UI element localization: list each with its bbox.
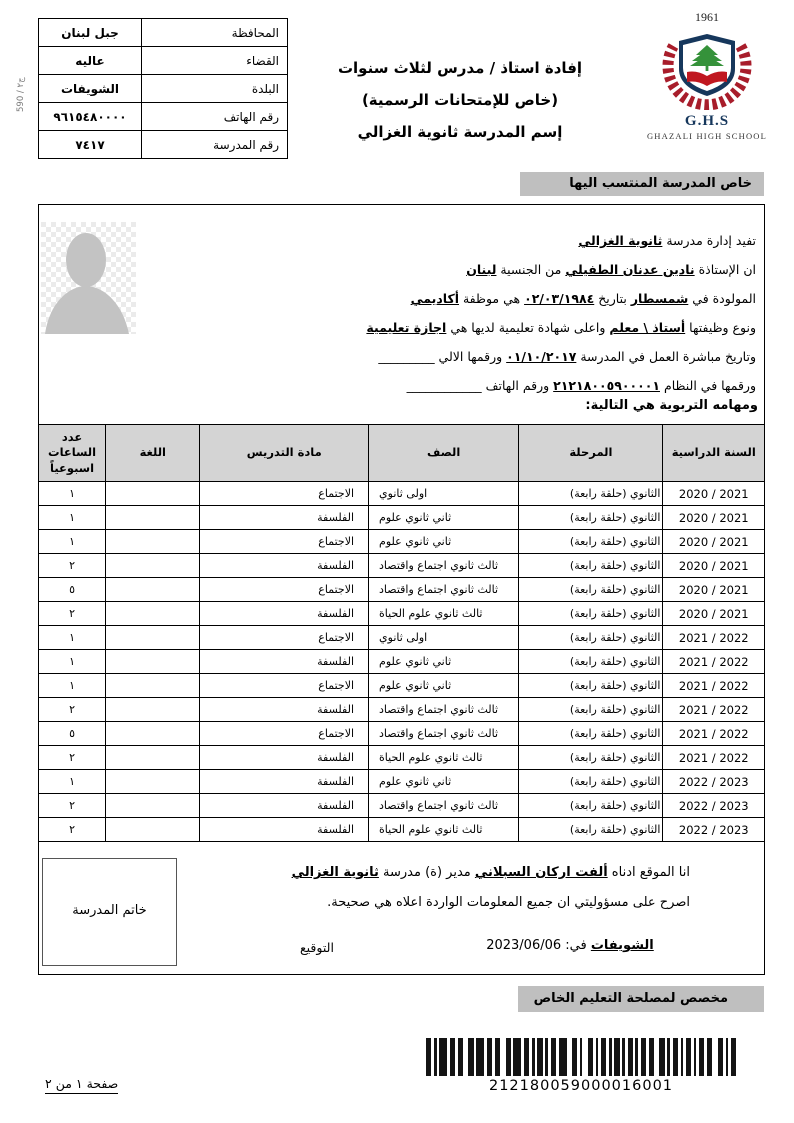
schedule-cell-grade: ثالث ثانوي اجتماع واقتصاد — [369, 698, 519, 722]
schedule-cell-year: 2022 / 2023 — [663, 794, 765, 818]
schedule-cell-language — [106, 794, 200, 818]
text-line — [150, 371, 756, 400]
page-number — [45, 1076, 118, 1091]
schedule-cell-language — [106, 626, 200, 650]
schedule-cell-subject: الفلسفة — [200, 698, 369, 722]
teacher-statement-paragraph — [150, 226, 756, 400]
schedule-cell-year: 2020 / 2021 — [663, 530, 765, 554]
schedule-row — [39, 602, 765, 626]
schedule-cell-hours: ٥ — [39, 722, 106, 746]
document-title: إفادة استاذ / مدرس لثلاث سنوات — [337, 59, 583, 77]
schedule-table-header — [39, 425, 765, 482]
text-line — [250, 888, 690, 918]
schedule-cell-hours: ٢ — [39, 746, 106, 770]
info-label: القضاء — [142, 47, 288, 75]
schedule-cell-language — [106, 530, 200, 554]
schedule-cell-language — [106, 482, 200, 506]
schedule-cell-hours: ١ — [39, 674, 106, 698]
info-label: البلدة — [142, 75, 288, 103]
schedule-cell-language — [106, 578, 200, 602]
text-line — [150, 313, 756, 342]
schedule-cell-year: 2021 / 2022 — [663, 626, 765, 650]
date-line — [470, 938, 670, 953]
teacher-photo-placeholder — [41, 222, 136, 334]
page-number-text: صفحة ١ من ٢ — [45, 1076, 118, 1094]
text-segment: واعلى شهادة تعليمية لديها هي — [446, 320, 610, 335]
schedule-cell-language — [106, 818, 200, 842]
schedule-cell-subject: الفلسفة — [200, 554, 369, 578]
text-line — [250, 858, 690, 888]
document-subtitle: (خاص للإمتحانات الرسمية) — [361, 91, 559, 109]
text-segment: ورقم الهاتف — [481, 378, 554, 393]
signature-label: التوقيع — [300, 940, 334, 955]
schedule-cell-grade: ثالث ثانوي اجتماع واقتصاد — [369, 578, 519, 602]
schedule-cell-hours: ٢ — [39, 554, 106, 578]
schedule-row — [39, 554, 765, 578]
schedule-column-header: الصف — [369, 425, 519, 482]
schedule-cell-subject: الفلسفة — [200, 794, 369, 818]
schedule-cell-stage: الثانوي (حلقة رابعة) — [519, 746, 663, 770]
info-value: عاليه — [39, 47, 142, 75]
emphasized-value: ألفت اركان السبلاني — [474, 865, 608, 880]
text-segment: وتاريخ مباشرة العمل في المدرسة — [576, 349, 756, 364]
teaching-schedule-table — [38, 424, 765, 842]
logo-abbreviation: G.H.S — [684, 113, 730, 129]
schedule-cell-language — [106, 674, 200, 698]
schedule-row — [39, 698, 765, 722]
schedule-cell-subject: الفلسفة — [200, 506, 369, 530]
schedule-cell-hours: ٥ — [39, 578, 106, 602]
barcode — [426, 1038, 736, 1076]
text-segment: اصرح على مسؤوليتي ان جميع المعلومات الواردة اعلاه هي صحيحة. — [327, 895, 690, 910]
barcode-bar — [559, 1038, 567, 1076]
tasks-intro-line: ومهامه التربوية هي التالية: — [585, 398, 758, 413]
text-segment: ورقمها الالي — [434, 349, 507, 364]
schedule-cell-stage: الثانوي (حلقة رابعة) — [519, 482, 663, 506]
schedule-cell-year: 2021 / 2022 — [663, 650, 765, 674]
schedule-cell-subject: الاجتماع — [200, 626, 369, 650]
schedule-cell-stage: الثانوي (حلقة رابعة) — [519, 794, 663, 818]
date-value: 2023/06/06 — [486, 938, 562, 953]
barcode-bar — [513, 1038, 521, 1076]
info-row — [39, 131, 288, 159]
schedule-cell-grade: اولى ثانوي — [369, 626, 519, 650]
text-line — [150, 284, 756, 313]
schedule-cell-subject: الاجتماع — [200, 674, 369, 698]
emphasized-value: ثانوية الغزالي — [291, 865, 379, 880]
text-segment: ____________ — [406, 378, 482, 393]
schedule-cell-stage: الثانوي (حلقة رابعة) — [519, 506, 663, 530]
schedule-cell-stage: الثانوي (حلقة رابعة) — [519, 554, 663, 578]
schedule-cell-grade: ثالث ثانوي علوم الحياة — [369, 746, 519, 770]
schedule-cell-hours: ١ — [39, 770, 106, 794]
stamp-label: خاتم المدرسة — [72, 903, 147, 918]
text-segment: ان الإستاذة — [694, 262, 756, 277]
schedule-cell-year: 2021 / 2022 — [663, 674, 765, 698]
schedule-cell-grade: ثالث ثانوي اجتماع واقتصاد — [369, 722, 519, 746]
schedule-header-row — [39, 425, 765, 482]
logo-year-label: 1961 — [695, 10, 719, 24]
schedule-cell-subject: الاجتماع — [200, 530, 369, 554]
text-segment: من الجنسية — [496, 262, 566, 277]
schedule-cell-grade: ثالث ثانوي اجتماع واقتصاد — [369, 794, 519, 818]
text-segment: ونوع وظيفتها — [685, 320, 756, 335]
schedule-cell-grade: ثاني ثانوي علوم — [369, 506, 519, 530]
date-place: الشويفات — [590, 938, 654, 953]
schedule-cell-grade: ثالث ثانوي علوم الحياة — [369, 602, 519, 626]
schedule-row — [39, 746, 765, 770]
emphasized-value: ٠١/١٠/٢٠١٧ — [506, 349, 577, 364]
emphasized-value: ٠٢/٠٣/١٩٨٤ — [524, 291, 595, 306]
director-declaration — [250, 858, 690, 918]
schedule-row — [39, 674, 765, 698]
schedule-row — [39, 770, 765, 794]
schedule-cell-language — [106, 602, 200, 626]
schedule-cell-stage: الثانوي (حلقة رابعة) — [519, 674, 663, 698]
schedule-table-body — [39, 482, 765, 842]
schedule-cell-grade: اولى ثانوي — [369, 482, 519, 506]
schedule-cell-year: 2022 / 2023 — [663, 818, 765, 842]
schedule-cell-year: 2020 / 2021 — [663, 602, 765, 626]
info-label: المحافظة — [142, 19, 288, 47]
schedule-row — [39, 482, 765, 506]
info-label: رقم المدرسة — [142, 131, 288, 159]
schedule-cell-year: 2020 / 2021 — [663, 482, 765, 506]
text-segment: هي موظفة — [459, 291, 525, 306]
school-info-table — [38, 18, 288, 159]
person-silhouette-icon — [41, 222, 136, 334]
info-row — [39, 103, 288, 131]
document-title-block — [295, 53, 625, 149]
schedule-cell-grade: ثالث ثانوي اجتماع واقتصاد — [369, 554, 519, 578]
text-segment: _________ — [378, 349, 435, 364]
schedule-cell-hours: ١ — [39, 506, 106, 530]
schedule-cell-language — [106, 770, 200, 794]
schedule-cell-subject: الفلسفة — [200, 818, 369, 842]
side-registration-note: 590 / ج٢ — [16, 77, 26, 112]
schedule-cell-language — [106, 746, 200, 770]
info-row — [39, 75, 288, 103]
schedule-cell-language — [106, 554, 200, 578]
text-segment: تفيد إدارة مدرسة — [662, 233, 756, 248]
section-header-school: خاص المدرسة المنتسب اليها — [520, 172, 764, 196]
schedule-column-header: عدد الساعات اسبوعياً — [39, 425, 106, 482]
schedule-column-header: المرحلة — [519, 425, 663, 482]
schedule-row — [39, 818, 765, 842]
schedule-cell-hours: ٢ — [39, 602, 106, 626]
emphasized-value: ثانوية الغزالي — [578, 233, 663, 248]
schedule-cell-grade: ثاني ثانوي علوم — [369, 530, 519, 554]
school-info-table-body — [39, 19, 288, 159]
schedule-cell-language — [106, 650, 200, 674]
schedule-cell-subject: الفلسفة — [200, 602, 369, 626]
emphasized-value: أكاديمي — [410, 291, 459, 306]
info-value: الشويفات — [39, 75, 142, 103]
schedule-cell-subject: الاجتماع — [200, 722, 369, 746]
schedule-row — [39, 530, 765, 554]
info-label: رقم الهاتف — [142, 103, 288, 131]
schedule-row — [39, 506, 765, 530]
schedule-cell-stage: الثانوي (حلقة رابعة) — [519, 578, 663, 602]
school-logo — [645, 10, 769, 141]
schedule-cell-grade: ثالث ثانوي علوم الحياة — [369, 818, 519, 842]
text-line — [150, 342, 756, 371]
schedule-cell-grade: ثاني ثانوي علوم — [369, 770, 519, 794]
schedule-cell-year: 2020 / 2021 — [663, 578, 765, 602]
logo-school-name: GHAZALI HIGH SCHOOL — [646, 131, 768, 141]
schedule-cell-subject: الفلسفة — [200, 746, 369, 770]
schedule-cell-language — [106, 506, 200, 530]
date-separator: في: — [561, 938, 591, 953]
schedule-cell-stage: الثانوي (حلقة رابعة) — [519, 602, 663, 626]
schedule-cell-year: 2020 / 2021 — [663, 554, 765, 578]
schedule-column-header: اللغة — [106, 425, 200, 482]
text-segment: ورقمها في النظام — [659, 378, 756, 393]
schedule-row — [39, 650, 765, 674]
schedule-cell-stage: الثانوي (حلقة رابعة) — [519, 650, 663, 674]
text-line — [150, 255, 756, 284]
schedule-cell-subject: الفلسفة — [200, 650, 369, 674]
schedule-cell-stage: الثانوي (حلقة رابعة) — [519, 818, 663, 842]
text-segment: بتاريخ — [594, 291, 631, 306]
schedule-row — [39, 794, 765, 818]
section-header-private-education: مخصص لمصلحة التعليم الخاص — [518, 986, 764, 1012]
schedule-cell-language — [106, 698, 200, 722]
schedule-cell-year: 2020 / 2021 — [663, 506, 765, 530]
schedule-cell-stage: الثانوي (حلقة رابعة) — [519, 770, 663, 794]
schedule-cell-subject: الفلسفة — [200, 770, 369, 794]
schedule-row — [39, 626, 765, 650]
schedule-cell-subject: الاجتماع — [200, 482, 369, 506]
schedule-row — [39, 722, 765, 746]
schedule-cell-stage: الثانوي (حلقة رابعة) — [519, 722, 663, 746]
schedule-column-header: السنة الدراسية — [663, 425, 765, 482]
emphasized-value: لبنان — [466, 262, 497, 277]
school-stamp-box — [42, 858, 177, 966]
schedule-cell-hours: ٢ — [39, 818, 106, 842]
schedule-cell-grade: ثاني ثانوي علوم — [369, 674, 519, 698]
schedule-column-header: مادة التدريس — [200, 425, 369, 482]
schedule-cell-stage: الثانوي (حلقة رابعة) — [519, 530, 663, 554]
schedule-cell-hours: ١ — [39, 626, 106, 650]
text-segment: مدير (ة) مدرسة — [378, 865, 475, 880]
emphasized-value: شمسطار — [630, 291, 689, 306]
schedule-cell-hours: ١ — [39, 530, 106, 554]
school-name-line: إسم المدرسة ثانوية الغزالي — [357, 123, 563, 141]
schedule-cell-subject: الاجتماع — [200, 578, 369, 602]
school-logo-emblem — [645, 24, 769, 110]
info-value: ٩٦١٥٤٨٠٠٠٠ — [39, 103, 142, 131]
emphasized-value: اجازة تعليمية — [366, 320, 447, 335]
schedule-cell-grade: ثاني ثانوي علوم — [369, 650, 519, 674]
info-value: ٧٤١٧ — [39, 131, 142, 159]
schedule-cell-stage: الثانوي (حلقة رابعة) — [519, 698, 663, 722]
barcode-bar — [439, 1038, 447, 1076]
info-row — [39, 19, 288, 47]
emphasized-value: نادين عدنان الطفيلي — [565, 262, 695, 277]
schedule-cell-stage: الثانوي (حلقة رابعة) — [519, 626, 663, 650]
info-row — [39, 47, 288, 75]
schedule-cell-language — [106, 722, 200, 746]
barcode-number: 212180059000016001 — [488, 1078, 674, 1094]
barcode-bar — [731, 1038, 736, 1076]
schedule-cell-hours: ٢ — [39, 698, 106, 722]
schedule-cell-hours: ١ — [39, 650, 106, 674]
schedule-cell-year: 2022 / 2023 — [663, 770, 765, 794]
schedule-row — [39, 578, 765, 602]
emphasized-value: أستاذ \ معلم — [609, 320, 686, 335]
text-segment: المولودة في — [688, 291, 756, 306]
schedule-cell-hours: ٢ — [39, 794, 106, 818]
text-segment: انا الموقع ادناه — [607, 865, 690, 880]
info-value: جبل لبنان — [39, 19, 142, 47]
text-line — [150, 226, 756, 255]
schedule-cell-year: 2021 / 2022 — [663, 746, 765, 770]
schedule-cell-year: 2021 / 2022 — [663, 722, 765, 746]
schedule-cell-hours: ١ — [39, 482, 106, 506]
schedule-cell-year: 2021 / 2022 — [663, 698, 765, 722]
emphasized-value: ٢١٢١٨٠٠٥٩٠٠٠٠١ — [553, 378, 660, 393]
barcode-bar — [476, 1038, 484, 1076]
